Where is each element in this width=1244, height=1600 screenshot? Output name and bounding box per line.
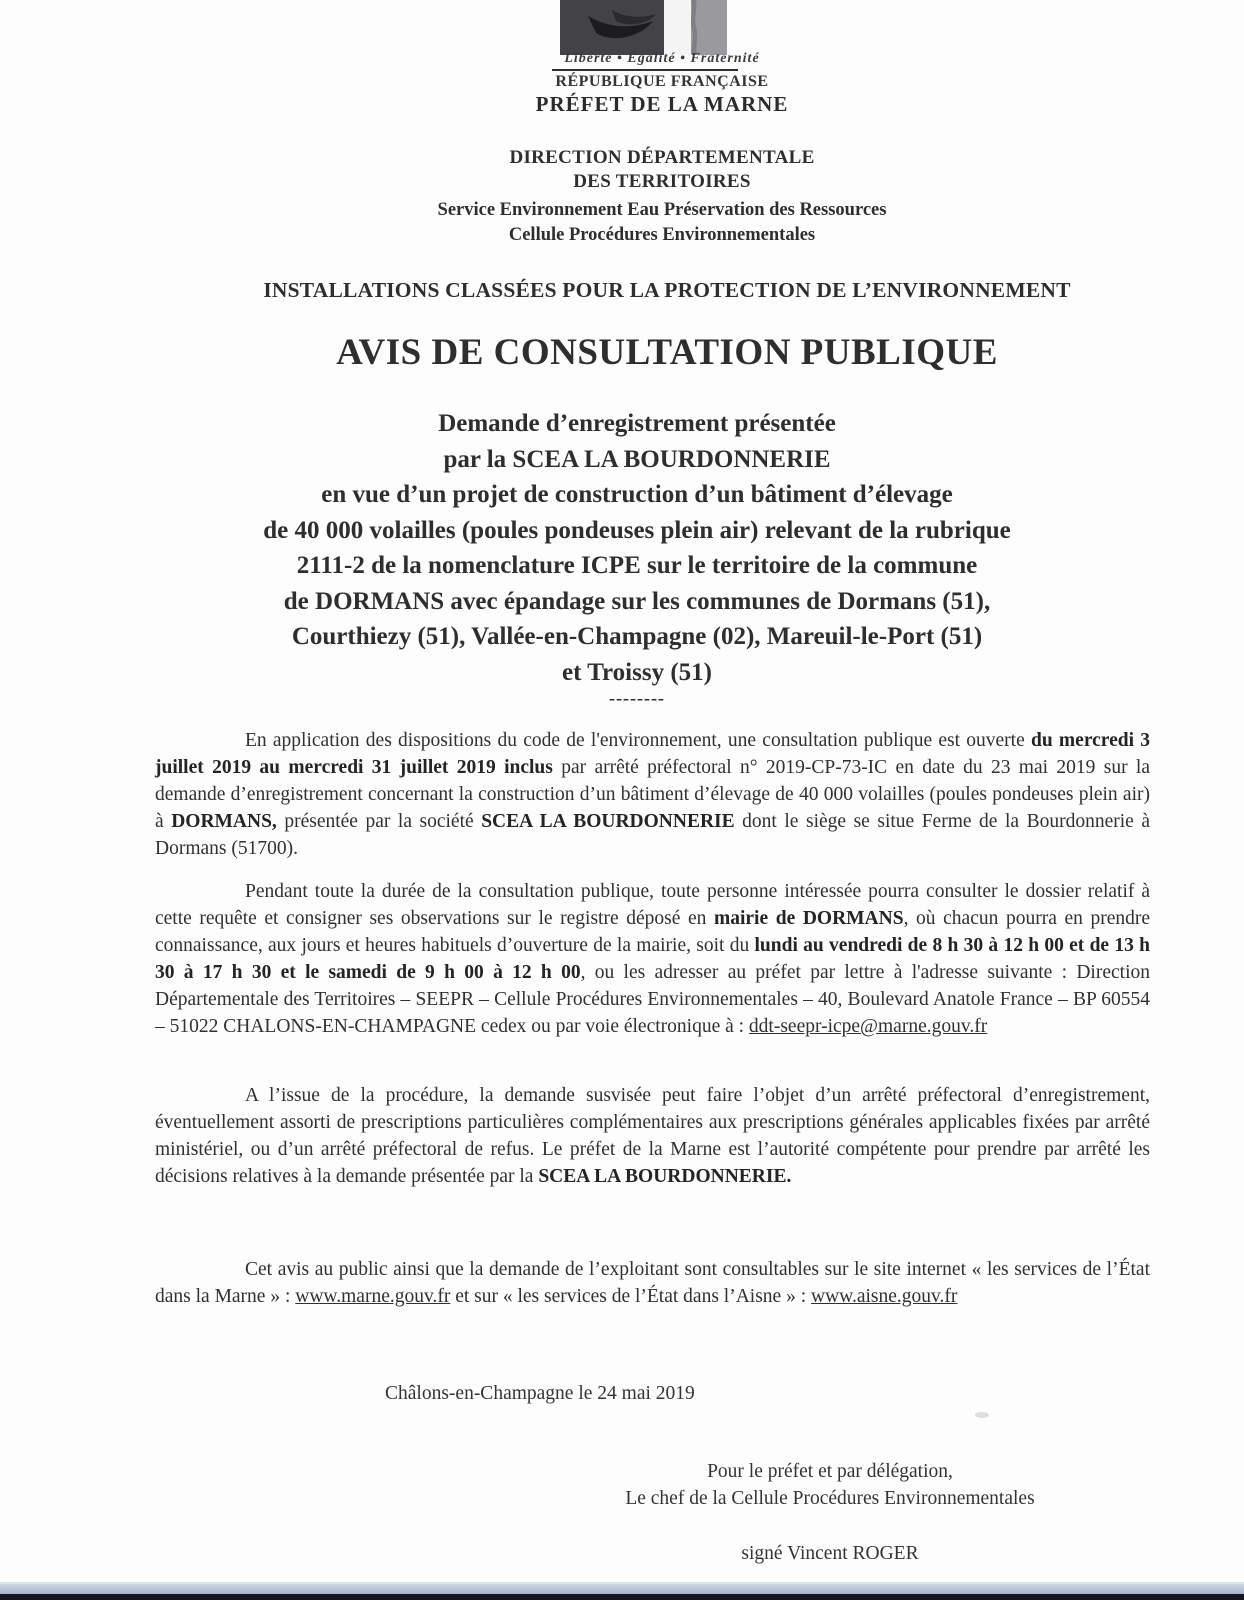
text-segment: , où chacun pourra en prendre connaissance, aux jours et heures habituels d’ouverture de la mairie, soit du [155,908,1151,956]
dash-separator: -------- [609,688,665,708]
window-bottom-edge [0,1582,1244,1600]
direction-line-1: DIRECTION DÉPARTEMENTALE [509,147,815,168]
subtitle-line: en vue d’un projet de construction d’un bâtiment d’élevage [321,481,953,508]
link-text[interactable]: www.aisne.gouv.fr [810,1286,958,1307]
signature-delegation-line: Pour le préfet et par délégation, [707,1461,953,1482]
text-segment: DORMANS, [171,811,277,832]
subtitle-line: de DORMANS avec épandage sur les communes de Dormans (51), [283,587,991,615]
subtitle-line: Courthiezy (51), Vallée-en-Champagne (02), Mareuil-le-Port (51) [291,623,983,650]
signature-role-line: Le chef de la Cellule Procédures Environnementales [625,1488,1035,1509]
text-segment: SCEA LA BOURDONNERIE [481,811,735,832]
marianne-logo-icon [560,0,727,55]
edge-dark-strip [0,1594,1244,1600]
paragraph-dossier-access [155,878,1150,1040]
link-text[interactable]: www.marne.gouv.fr [295,1286,451,1307]
signature-name-line: signé Vincent ROGER [741,1543,919,1564]
paragraph-websites [155,1256,1150,1310]
service-line: Service Environnement Eau Préservation des Ressources [437,200,887,220]
text-segment: présentée par la société [276,811,482,832]
subtitle-line: de 40 000 volailles (poules pondeuses plein air) relevant de la rubrique [263,516,1011,544]
text-segment: mairie de DORMANS [713,908,904,929]
text-segment: , ou les adresser au préfet par lettre à l'adresse suivante : Direction Départementale des Territoires – SEEPR – Cellule Procédures Environnementales – 40, Boulevard Anatole France – BP 60554 – 51022 CHALONS-EN-CHAMPAGNE cedex ou par voie électronique à : [155,962,1150,1037]
prefect-title: PRÉFET DE LA MARNE [535,92,789,116]
subtitle-block [0,406,1244,690]
text-segment: Pendant toute la durée de la consultation publique, toute personne intéressée pourra consulter le dossier relatif à cette requête et consigner ses observations sur le registre déposé en [155,881,1150,929]
text-segment: du mercredi 3 juillet 2019 au mercredi 31 juillet 2019 inclus [155,730,1150,778]
subtitle-line: par la SCEA LA BOURDONNERIE [443,445,831,473]
subtitle-line: et Troissy (51) [562,658,712,686]
text-segment: et sur « les services de l’État dans l’Aisne » : [450,1286,811,1307]
text-segment: lundi au vendredi de 8 h 30 à 12 h 00 et de 13 h 30 à 17 h 30 et le samedi de 9 h 00 à 12 h 00 [155,935,1151,983]
signature-block [530,1458,1130,1567]
page-title: AVIS DE CONSULTATION PUBLIQUE [336,332,998,373]
paragraph-consultation-dates [155,727,1150,862]
text-segment: Cet avis au public ainsi que la demande de l’exploitant sont consultables sur le site internet « les services de l’État dans la Marne » : [155,1259,1150,1307]
cellule-line: Cellule Procédures Environnementales [508,225,816,245]
direction-line-2: DES TERRITOIRES [573,171,751,192]
link-text[interactable]: ddt-seepr-icpe@marne.gouv.fr [748,1016,988,1037]
date-place-line: Châlons-en-Champagne le 24 mai 2019 [385,1383,695,1404]
republic-motto: Liberté • Égalité • Fraternité [564,51,760,66]
motto-divider [552,69,738,71]
text-segment: SCEA LA BOURDONNERIE. [538,1166,792,1187]
subtitle-line: 2111-2 de la nomenclature ICPE sur le territoire de la commune [296,552,978,579]
edge-silver-strip [0,1584,1244,1594]
subtitle-line: Demande d’enregistrement présentée [438,410,836,437]
scan-artifact [975,1412,989,1418]
text-segment: A l’issue de la procédure, la demande susvisée peut faire l’objet d’un arrêté préfectoral d’enregistrement, éventuellement assorti de prescriptions particulières complémentaires aux prescriptions générales applicables fixées par arrêté ministériel, ou d’un arrêté préfectoral de refus. Le préfet de la Marne est l’autorité compétente pour prendre par arrêté les décisions relatives à la demande présentée par la [155,1085,1150,1187]
text-segment: dont le siège se situe Ferme de la Bourdonnerie à Dormans (51700). [155,811,1151,859]
icpe-banner: INSTALLATIONS CLASSÉES POUR LA PROTECTION DE L’ENVIRONNEMENT [263,278,1071,302]
text-segment: par arrêté préfectoral n° 2019-CP-73-IC en date du 23 mai 2019 sur la demande d’enregistrement concernant la construction d’un bâtiment d’élevage de 40 000 volailles (poules pondeuses plein air) à [155,757,1150,832]
paragraph-procedure-outcome [155,1082,1150,1190]
text-segment: En application des dispositions du code de l'environnement, une consultation publique est ouverte [245,730,1031,751]
republic-name: RÉPUBLIQUE FRANÇAISE [555,73,769,90]
